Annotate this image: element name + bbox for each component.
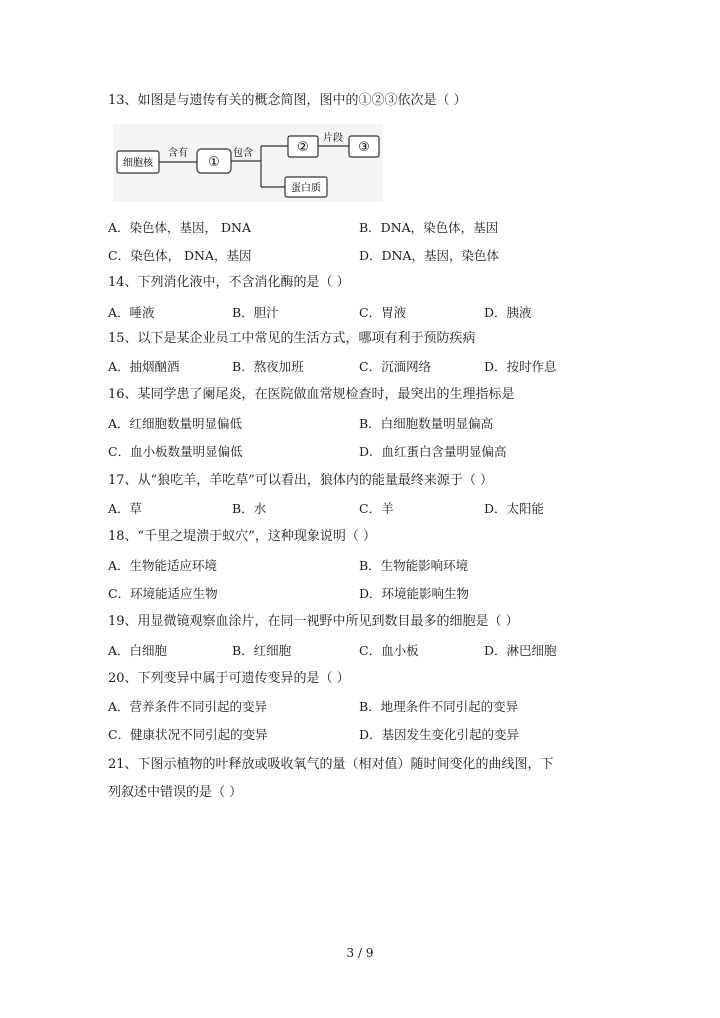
concept-diagram <box>113 124 383 202</box>
question-21-stem-line2: 列叙述中错误的是（ ） <box>108 785 243 800</box>
q14-option-b: B．胆汁 <box>232 305 279 320</box>
q18-option-d: D．环境能影响生物 <box>359 586 470 601</box>
q18-option-a: A．生物能适应环境 <box>108 558 218 573</box>
q16-option-a: A．红细胞数量明显偏低 <box>108 416 243 431</box>
q20-option-a: A．营养条件不同引起的变异 <box>108 699 268 714</box>
page-number: 3 / 9 <box>346 946 374 960</box>
diagram-text-3: ③ <box>358 140 370 155</box>
q15-option-c: C．沉湎网络 <box>359 359 432 374</box>
q19-option-c: C．血小板 <box>359 643 419 658</box>
q16-option-c: C．血小板数量明显偏低 <box>108 444 243 459</box>
q14-option-a: A．唾液 <box>108 305 155 320</box>
q19-option-b: B．红细胞 <box>232 643 292 658</box>
question-19-stem: 19、用显微镜观察血涂片，在同一视野中所见到数目最多的细胞是（ ） <box>108 614 519 629</box>
q13-option-c: C．染色体， DNA，基因 <box>108 248 252 263</box>
q15-option-b: B．熬夜加班 <box>232 359 304 374</box>
q19-option-a: A．白细胞 <box>108 643 168 658</box>
q16-option-d: D．血红蛋白含量明显偏高 <box>359 444 507 459</box>
q17-option-b: B．水 <box>232 501 267 516</box>
diagram-text-cell-nucleus: 细胞核 <box>123 158 153 169</box>
question-17-stem: 17、从“狼吃羊，羊吃草”可以看出，狼体内的能量最终来源于（ ） <box>108 473 493 488</box>
diagram-label-contains: 含有 <box>168 148 188 159</box>
q17-option-a: A．草 <box>108 501 143 516</box>
question-16-stem: 16、某同学患了阑尾炎，在医院做血常规检查时，最突出的生理指标是 <box>108 387 515 402</box>
question-21-stem-line1: 21、下图示植物的叶释放或吸收氧气的量（相对值）随时间变化的曲线图，下 <box>108 757 554 772</box>
question-13-stem: 13、如图是与遗传有关的概念简图，图中的①②③依次是（ ） <box>108 93 467 108</box>
q18-option-c: C．环境能适应生物 <box>108 586 218 601</box>
question-18-stem: 18、“千里之堤溃于蚁穴”，这种现象说明（ ） <box>108 529 376 544</box>
question-15-stem: 15、以下是某企业员工中常见的生活方式，哪项有利于预防疾病 <box>108 331 476 346</box>
q13-option-d: D．DNA，基因，染色体 <box>359 248 500 263</box>
q16-option-b: B．白细胞数量明显偏高 <box>359 416 494 431</box>
diagram-label-segment: 片段 <box>323 133 343 144</box>
q14-option-c: C．胃液 <box>359 305 407 320</box>
diagram-label-includes: 包含 <box>233 148 253 159</box>
q18-option-b: B．生物能影响环境 <box>359 558 469 573</box>
q14-option-d: D．胰液 <box>484 305 532 320</box>
q20-option-c: C．健康状况不同引起的变异 <box>108 727 268 742</box>
q15-option-a: A．抽烟酗酒 <box>108 359 180 374</box>
q17-option-d: D．太阳能 <box>484 501 545 516</box>
q13-option-a: A．染色体，基因， DNA <box>108 220 251 235</box>
diagram-text-protein: 蛋白质 <box>291 183 321 194</box>
q19-option-d: D．淋巴细胞 <box>484 643 557 658</box>
q20-option-d: D．基因发生变化引起的变异 <box>359 727 520 742</box>
q20-option-b: B．地理条件不同引起的变异 <box>359 699 519 714</box>
q17-option-c: C．羊 <box>359 501 394 516</box>
diagram-text-1: ① <box>208 155 220 170</box>
q13-option-b: B．DNA，染色体，基因 <box>359 220 499 235</box>
question-14-stem: 14、下列消化液中，不含消化酶的是（ ） <box>108 275 350 290</box>
question-20-stem: 20、下列变异中属于可遗传变异的是（ ） <box>108 671 350 686</box>
diagram-text-2: ② <box>297 140 309 155</box>
q15-option-d: D．按时作息 <box>484 359 557 374</box>
